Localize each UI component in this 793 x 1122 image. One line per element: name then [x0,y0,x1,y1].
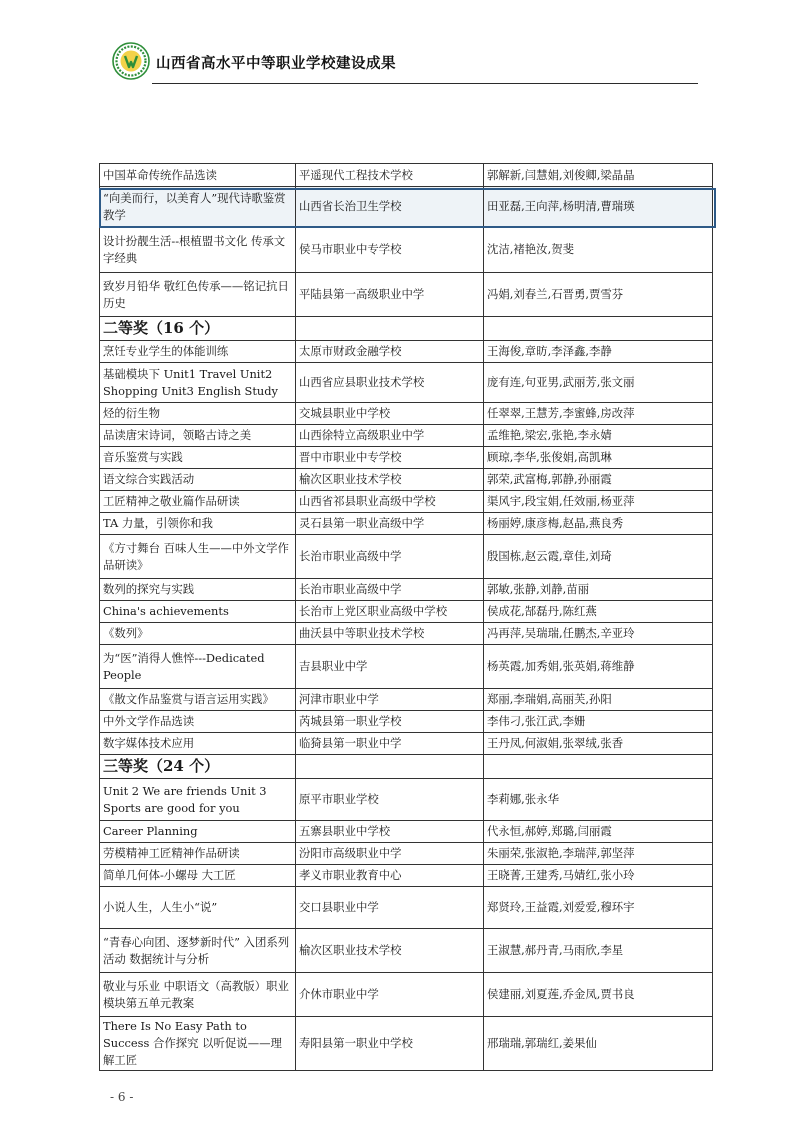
authors: 郑贤玲,王益霞,刘爱爱,穆环宇 [484,887,713,929]
table-row [100,425,713,447]
table-row [100,929,713,973]
school-name: 吉县职业中学 [296,645,484,689]
work-title: Career Planning [100,821,296,843]
work-title: 小说人生，人生小“说” [100,887,296,929]
table-row [100,273,713,317]
work-title: “青春心向团、逐梦新时代” 入团系列活动 数据统计与分析 [100,929,296,973]
work-title: 烃的衍生物 [100,403,296,425]
work-title: 音乐鉴赏与实践 [100,447,296,469]
school-name: 介休市职业中学 [296,973,484,1017]
work-title: 中国革命传统作品选读 [100,164,296,187]
school-name: 临猗县第一职业中学 [296,733,484,755]
authors: 田亚磊,王向萍,杨明清,曹瑞瑛 [484,187,713,227]
authors: 郭荣,武富梅,郭静,孙丽霞 [484,469,713,491]
work-title: 语文综合实践活动 [100,469,296,491]
work-title: China's achievements [100,601,296,623]
work-title: 品读唐宋诗词，领略古诗之美 [100,425,296,447]
school-name: 原平市职业学校 [296,779,484,821]
school-name: 汾阳市高级职业中学 [296,843,484,865]
work-title: 劳模精神工匠精神作品研读 [100,843,296,865]
school-name: 长治市职业高级中学 [296,535,484,579]
section-title: 二等奖（16 个） [100,317,296,341]
table-row [100,689,713,711]
awards-table [99,163,713,1071]
work-title: 烹饪专业学生的体能训练 [100,341,296,363]
school-name: 交口县职业中学 [296,887,484,929]
authors: 代永恒,郝婷,郑璐,闫丽霞 [484,821,713,843]
authors: 顾琼,李华,张俊娟,高凯琳 [484,447,713,469]
work-title: There Is No Easy Path to Success 合作探究 以听促说——理解工匠 [100,1017,296,1071]
page-header [112,42,698,86]
school-name: 太原市财政金融学校 [296,341,484,363]
authors: 渠风宇,段宝娟,任效丽,杨亚萍 [484,491,713,513]
school-name: 晋中市职业中专学校 [296,447,484,469]
section-title: 三等奖（24 个） [100,755,296,779]
table-row [100,403,713,425]
authors: 任翠翠,王慧芳,李蜜蜂,房改萍 [484,403,713,425]
table-row [100,513,713,535]
table-row [100,447,713,469]
work-title: 基础模块下 Unit1 Travel Unit2 Shopping Unit3 English Study [100,363,296,403]
table-row [100,973,713,1017]
school-name: 交城县职业中学校 [296,403,484,425]
work-title: 数列的探究与实践 [100,579,296,601]
authors: 郭敏,张静,刘静,苗丽 [484,579,713,601]
table-row [100,711,713,733]
header-title: 山西省高水平中等职业学校建设成果 [156,56,396,72]
school-name: 山西省长治卫生学校 [296,187,484,227]
authors: 李伟刁,张江武,李姗 [484,711,713,733]
school-name: 长治市职业高级中学 [296,579,484,601]
school-name: 平遥现代工程技术学校 [296,164,484,187]
table-row [100,164,713,187]
authors: 杨英霞,加秀娟,张英娟,蒋维静 [484,645,713,689]
school-name: 山西徐特立高级职业中学 [296,425,484,447]
section-header-row [100,755,713,779]
authors: 李莉娜,张永华 [484,779,713,821]
school-name: 侯马市职业中专学校 [296,227,484,273]
work-title: 简单几何体-小螺母 大工匠 [100,865,296,887]
school-name: 山西省祁县职业高级中学校 [296,491,484,513]
selected-table-row[interactable] [100,187,713,227]
table-row [100,865,713,887]
authors: 郑丽,李瑞娟,高丽芙,孙阳 [484,689,713,711]
section-header-row [100,317,713,341]
table-row [100,887,713,929]
work-title: 《数列》 [100,623,296,645]
table-row [100,491,713,513]
table-row [100,341,713,363]
table-row [100,535,713,579]
work-title: 设计扮靓生活--根植盟书文化 传承文字经典 [100,227,296,273]
school-name: 平陆县第一高级职业中学 [296,273,484,317]
work-title: 数字媒体技术应用 [100,733,296,755]
authors: 王晓菁,王建秀,马婧红,张小玲 [484,865,713,887]
table-row [100,469,713,491]
header-divider [152,83,698,84]
authors: 邢瑞瑞,郭瑞红,姜果仙 [484,1017,713,1071]
school-name: 芮城县第一职业学校 [296,711,484,733]
authors: 侯成花,郜磊丹,陈红燕 [484,601,713,623]
table-row [100,579,713,601]
school-name: 寿阳县第一职业中学校 [296,1017,484,1071]
school-name: 五寨县职业中学校 [296,821,484,843]
table-row [100,363,713,403]
authors: 郭解新,闫慧娟,刘俊卿,梁晶晶 [484,164,713,187]
authors: 王淑慧,郝丹青,马雨欣,李星 [484,929,713,973]
school-name: 榆次区职业技术学校 [296,469,484,491]
work-title: 工匠精神之敬业篇作品研读 [100,491,296,513]
authors: 冯娟,刘春兰,石晋勇,贾雪芬 [484,273,713,317]
school-emblem-icon [112,42,150,80]
work-title: “向美而行，以美育人”现代诗歌鉴赏教学 [100,187,296,227]
school-name: 曲沃县中等职业技术学校 [296,623,484,645]
authors: 王海俊,章昉,李泽鑫,李静 [484,341,713,363]
authors: 朱丽荣,张淑艳,李瑞萍,郭坚萍 [484,843,713,865]
work-title: 《散文作品鉴赏与语言运用实践》 [100,689,296,711]
table-row [100,843,713,865]
table-row [100,1017,713,1071]
table-row [100,601,713,623]
work-title: TA 力量，引领你和我 [100,513,296,535]
authors: 殷国栋,赵云霞,章佳,刘琦 [484,535,713,579]
page-number: - 6 - [110,1090,134,1104]
work-title: 敬业与乐业 中职语文（高教版）职业模块第五单元教案 [100,973,296,1017]
authors: 冯再萍,吴瑞瑞,任鹏杰,辛亚玲 [484,623,713,645]
work-title: 中外文学作品选读 [100,711,296,733]
table-row [100,779,713,821]
school-name: 山西省应县职业技术学校 [296,363,484,403]
school-name: 长治市上党区职业高级中学校 [296,601,484,623]
school-name: 孝义市职业教育中心 [296,865,484,887]
authors: 王丹凤,何淑娟,张翠绒,张香 [484,733,713,755]
work-title: 为“医”消得人憔悴---Dedicated People [100,645,296,689]
authors: 孟维艳,梁宏,张艳,李永婧 [484,425,713,447]
table-row [100,227,713,273]
table-row [100,821,713,843]
authors: 杨丽婷,康彦梅,赵晶,燕良秀 [484,513,713,535]
school-name: 河津市职业中学 [296,689,484,711]
school-name: 榆次区职业技术学校 [296,929,484,973]
table-row [100,645,713,689]
authors: 侯建丽,刘夏莲,乔金凤,贾书良 [484,973,713,1017]
authors: 庞有连,句亚男,武丽芳,张文丽 [484,363,713,403]
school-name: 灵石县第一职业高级中学 [296,513,484,535]
authors: 沈洁,褚艳汝,贺斐 [484,227,713,273]
work-title: 《方寸舞台 百味人生——中外文学作品研读》 [100,535,296,579]
table-row [100,623,713,645]
work-title: Unit 2 We are friends Unit 3 Sports are good for you [100,779,296,821]
work-title: 致岁月铅华 敬红色传承——铭记抗日历史 [100,273,296,317]
table-row [100,733,713,755]
